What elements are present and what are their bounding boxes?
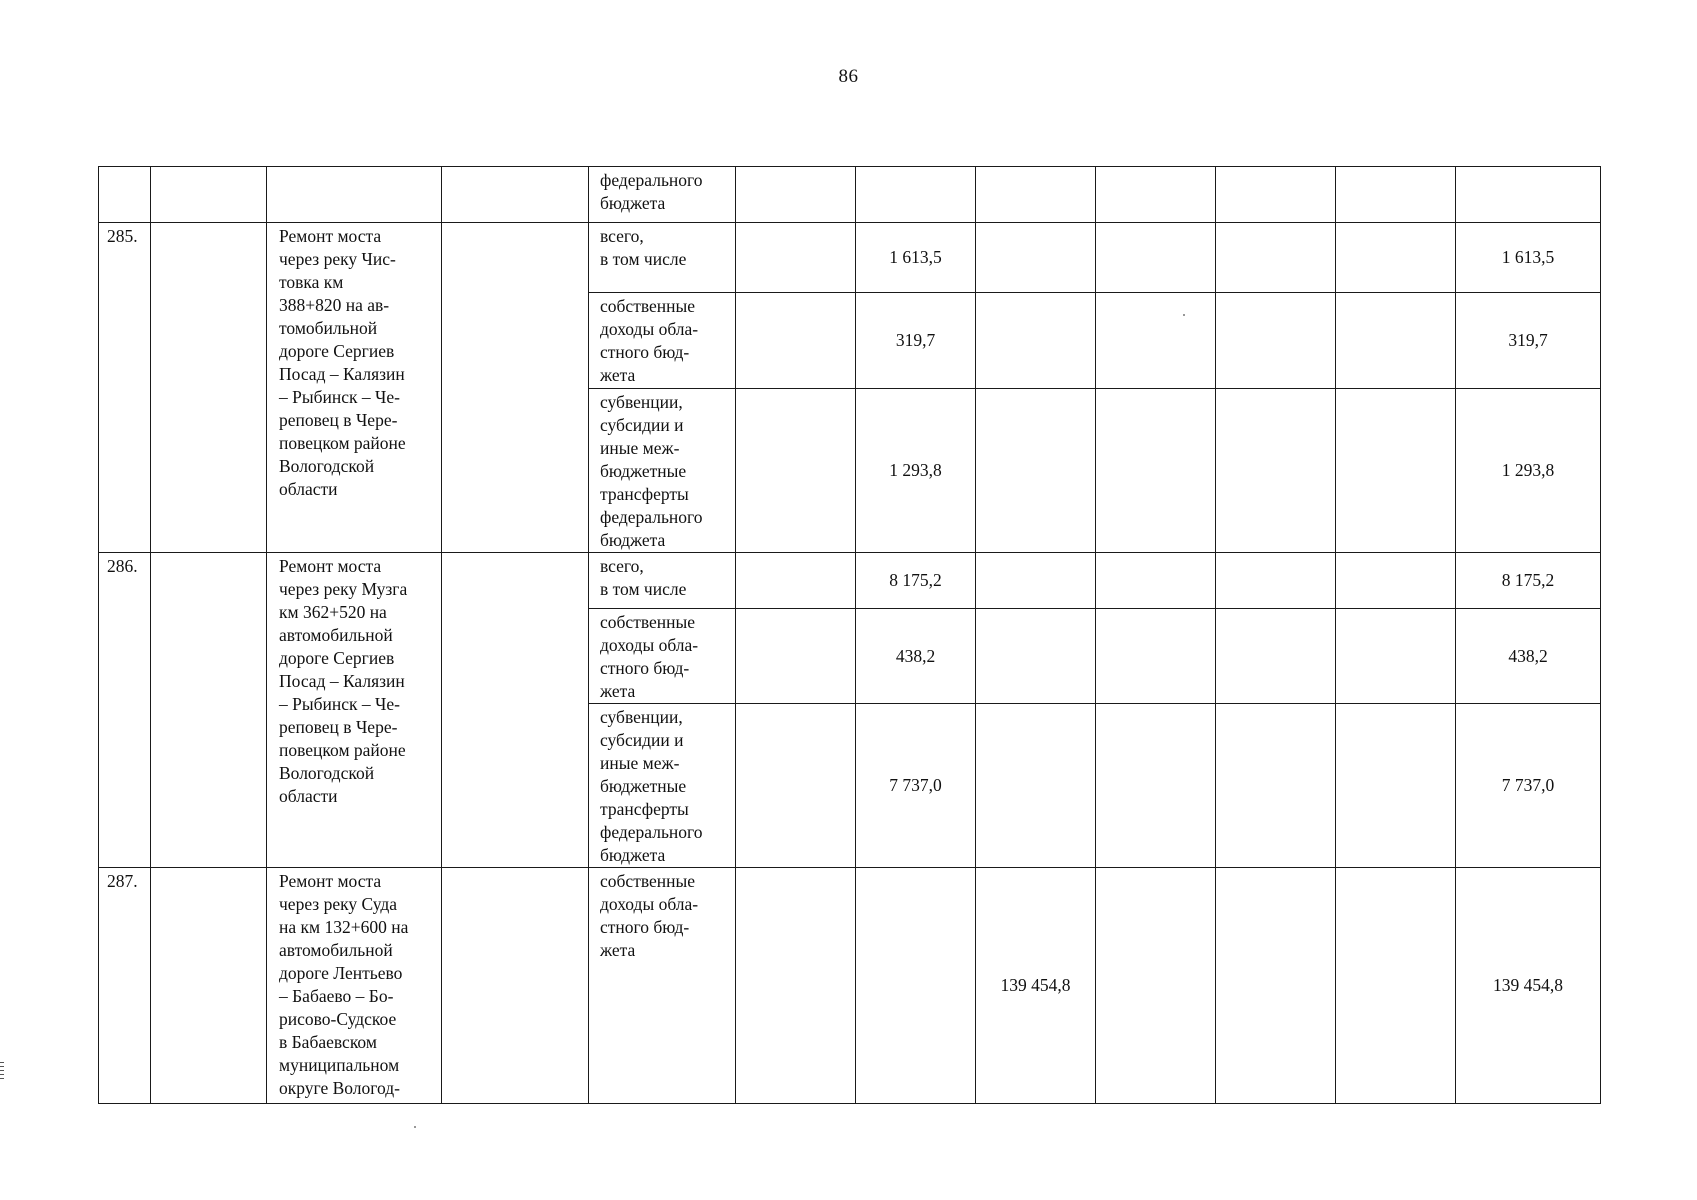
funding-source-cell: собственные доходы обла- стного бюд- жета [589, 609, 736, 704]
table-row-continued [99, 167, 1601, 223]
scan-speck [1183, 314, 1185, 316]
scan-speck [414, 1126, 416, 1128]
amount-cell: 8 175,2 [856, 553, 976, 609]
total-cell: 139 454,8 [1456, 868, 1601, 1104]
page-number: 86 [838, 66, 859, 87]
amount-cell: 1 613,5 [856, 223, 976, 293]
table-row [99, 223, 1601, 293]
total-cell: 1 613,5 [1456, 223, 1601, 293]
total-cell: 7 737,0 [1456, 704, 1601, 868]
funding-source-cell: собственные доходы обла- стного бюд- жета [589, 868, 736, 1104]
scan-margin-marks [0, 1062, 4, 1082]
total-cell: 438,2 [1456, 609, 1601, 704]
amount-cell: 1 293,8 [856, 389, 976, 553]
row-number: 286. [99, 553, 151, 868]
table-row [99, 868, 1601, 1104]
table-row [99, 553, 1601, 609]
funding-source-cell: собственные доходы обла- стного бюд- жета [589, 293, 736, 389]
funding-source-cell: субвенции, субсидии и иные меж- бюджетные трансферты федерального бюджета [589, 389, 736, 553]
amount-cell: 139 454,8 [976, 868, 1096, 1104]
funding-source-cell: всего, в том числе [589, 553, 736, 609]
funding-source-cell: федерального бюджета [589, 167, 736, 223]
row-number: 285. [99, 223, 151, 553]
total-cell: 8 175,2 [1456, 553, 1601, 609]
project-description: Ремонт моста через реку Музга км 362+520 на автомобильной дороге Сергиев Посад – Калязин – Рыбинск – Че- реповец в Чере- повецком районе Вологодской области [267, 553, 442, 868]
funding-source-cell: всего, в том числе [589, 223, 736, 293]
total-cell: 319,7 [1456, 293, 1601, 389]
total-cell: 1 293,8 [1456, 389, 1601, 553]
project-description: Ремонт моста через реку Суда на км 132+600 на автомобильной дороге Лентьево – Бабаево – Бо- рисово-Судское в Бабаевском муниципальном округе Вологод- [267, 868, 442, 1104]
amount-cell: 438,2 [856, 609, 976, 704]
program-table [98, 166, 1601, 1104]
project-description: Ремонт моста через реку Чис- товка км 388+820 на ав- томобильной дороге Сергиев Посад – Калязин – Рыбинск – Че- реповец в Чере- повецком районе Вологодской области [267, 223, 442, 553]
amount-cell: 7 737,0 [856, 704, 976, 868]
row-number: 287. [99, 868, 151, 1104]
funding-source-cell: субвенции, субсидии и иные меж- бюджетные трансферты федерального бюджета [589, 704, 736, 868]
amount-cell: 319,7 [856, 293, 976, 389]
